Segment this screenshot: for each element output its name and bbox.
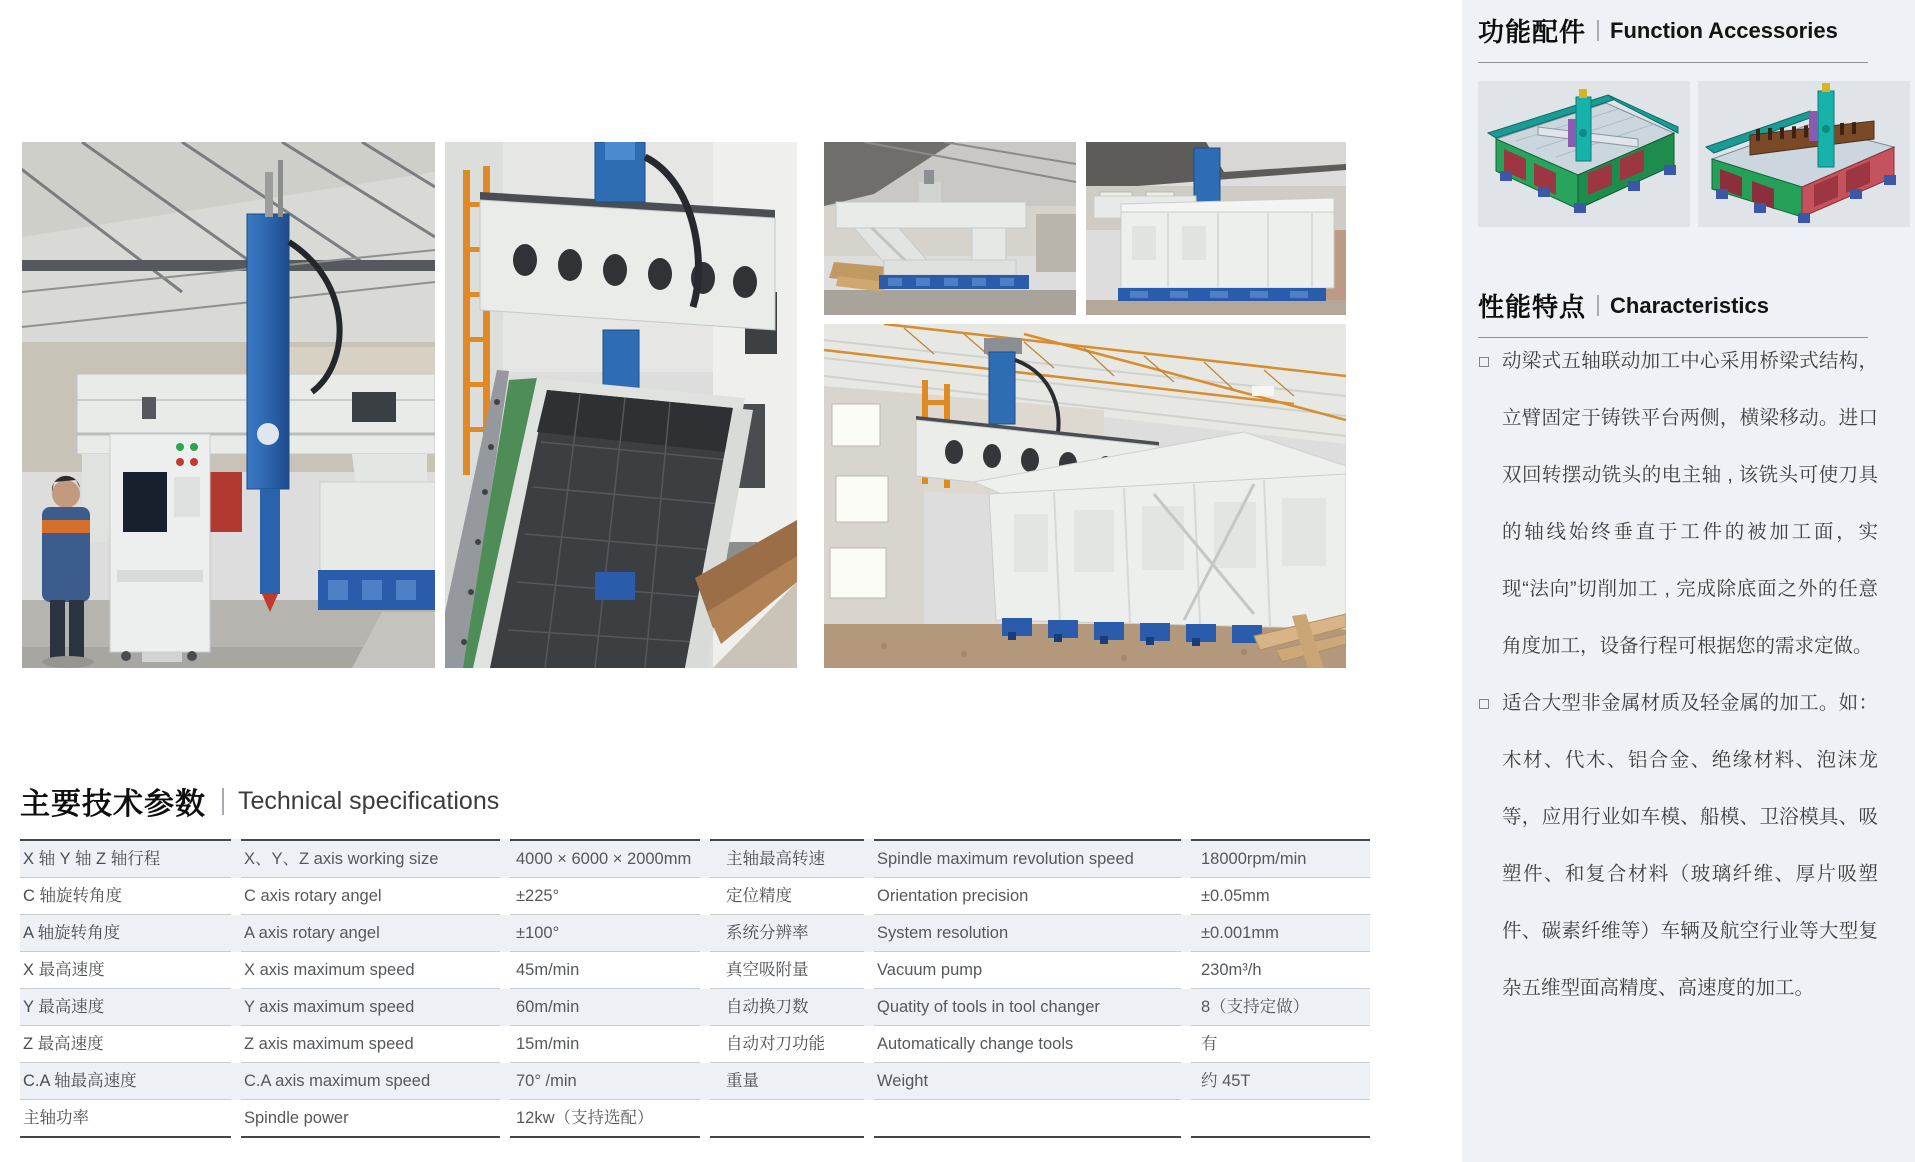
spec-label-en: Vacuum pump bbox=[874, 952, 1181, 989]
spec-value: 45m/min bbox=[510, 952, 700, 989]
spec-label-en: Orientation precision bbox=[874, 878, 1181, 915]
function-accessories-title-en: Function Accessories bbox=[1610, 17, 1838, 43]
function-accessories-heading bbox=[1478, 12, 1868, 63]
technical-specs-title-en: Technical specifications bbox=[238, 786, 500, 815]
spec-value: 8（支持定做） bbox=[1191, 989, 1370, 1026]
spec-label-en: C axis rotary angel bbox=[241, 878, 500, 915]
accessory-images bbox=[1478, 81, 1910, 227]
characteristics-bullets bbox=[1478, 333, 1878, 1017]
bullet-text: 适合大型非金属材质及轻金属的加工。如：木材、代木、铝合金、绝缘材料、泡沫龙等，应用行业如车模、船模、卫浴模具、吸塑件、和复合材料（玻璃纤维、厚片吸塑件、碳素纤维等）车辆及航空行业等大型复杂五维型面高精度、高速度的加工。 bbox=[1502, 692, 1878, 999]
spec-label-cn: 主轴最高转速 bbox=[710, 839, 864, 878]
characteristics-title-cn: 性能特点 bbox=[1478, 292, 1587, 322]
spec-value: 约 45T bbox=[1191, 1063, 1370, 1100]
spec-label-en: Spindle maximum revolution speed bbox=[874, 839, 1181, 878]
spec-label-cn: C.A 轴最高速度 bbox=[20, 1063, 231, 1100]
spec-value: 12kw（支持选配） bbox=[510, 1100, 700, 1138]
square-bullet-icon bbox=[1479, 699, 1489, 709]
spec-label-cn: X 最高速度 bbox=[20, 952, 231, 989]
spec-row bbox=[20, 915, 1370, 952]
spec-label-cn: 重量 bbox=[710, 1063, 864, 1100]
spec-label-en: Automatically change tools bbox=[874, 1026, 1181, 1063]
spec-label-en: Z axis maximum speed bbox=[241, 1026, 500, 1063]
sidebar bbox=[1462, 0, 1915, 1162]
heading-divider bbox=[1597, 295, 1599, 316]
spec-label-cn: A 轴旋转角度 bbox=[20, 915, 231, 952]
spec-row bbox=[20, 878, 1370, 915]
spec-label-cn: 自动换刀数 bbox=[710, 989, 864, 1026]
cad-render-machine-front bbox=[1478, 81, 1690, 227]
spec-label-en: Y axis maximum speed bbox=[241, 989, 500, 1026]
spec-value: 230m³/h bbox=[1191, 952, 1370, 989]
spec-row bbox=[20, 989, 1370, 1026]
spec-label-cn: X 轴 Y 轴 Z 轴行程 bbox=[20, 839, 231, 878]
spec-value: 15m/min bbox=[510, 1026, 700, 1063]
spec-label-en: A axis rotary angel bbox=[241, 915, 500, 952]
title-divider bbox=[222, 788, 224, 815]
spec-label-en: X axis maximum speed bbox=[241, 952, 500, 989]
spec-value: 4000 × 6000 × 2000mm bbox=[510, 839, 700, 878]
photo-machine-enclosure-side bbox=[1086, 142, 1346, 315]
spec-row bbox=[20, 1063, 1370, 1100]
spec-label-cn: 真空吸附量 bbox=[710, 952, 864, 989]
characteristics-bullet bbox=[1478, 333, 1878, 675]
spec-row bbox=[20, 1026, 1370, 1063]
spec-label-cn: 定位精度 bbox=[710, 878, 864, 915]
spec-label-cn: C 轴旋转角度 bbox=[20, 878, 231, 915]
spec-value: 有 bbox=[1191, 1026, 1370, 1063]
spec-label-cn: 自动对刀功能 bbox=[710, 1026, 864, 1063]
square-bullet-icon bbox=[1479, 357, 1489, 367]
technical-specs-title-cn: 主要技术参数 bbox=[20, 788, 206, 821]
spec-value: ±0.001mm bbox=[1191, 915, 1370, 952]
photo-machine-table-view bbox=[445, 142, 797, 668]
characteristics-heading bbox=[1478, 287, 1868, 338]
heading-divider bbox=[1597, 20, 1599, 41]
spec-row bbox=[20, 839, 1370, 878]
photo-gantry-in-workshop bbox=[824, 142, 1076, 315]
function-accessories-title-cn: 功能配件 bbox=[1478, 17, 1587, 47]
spec-label-en: Quatity of tools in tool changer bbox=[874, 989, 1181, 1026]
photo-large-enclosure-workshop bbox=[824, 324, 1346, 668]
characteristics-bullet bbox=[1478, 675, 1878, 1017]
spec-label-en: Weight bbox=[874, 1063, 1181, 1100]
spec-label-en: C.A axis maximum speed bbox=[241, 1063, 500, 1100]
photo-machine-with-operator bbox=[22, 142, 435, 668]
spec-label-en: Spindle power bbox=[241, 1100, 500, 1138]
spec-label-en: System resolution bbox=[874, 915, 1181, 952]
technical-specs-title bbox=[20, 779, 499, 823]
spec-value: 70° /min bbox=[510, 1063, 700, 1100]
spec-row bbox=[20, 952, 1370, 989]
technical-specs-table bbox=[20, 839, 1370, 1138]
spec-label-cn: Z 最高速度 bbox=[20, 1026, 231, 1063]
spec-label-en: X、Y、Z axis working size bbox=[241, 839, 500, 878]
spec-value: ±225° bbox=[510, 878, 700, 915]
spec-label-cn: Y 最高速度 bbox=[20, 989, 231, 1026]
spec-value: 60m/min bbox=[510, 989, 700, 1026]
spec-label-cn: 系统分辨率 bbox=[710, 915, 864, 952]
spec-row bbox=[20, 1100, 1370, 1138]
spec-value: ±100° bbox=[510, 915, 700, 952]
spec-value bbox=[1191, 1100, 1370, 1138]
characteristics-title-en: Characteristics bbox=[1610, 292, 1769, 318]
spec-label-en bbox=[874, 1100, 1181, 1138]
spec-label-cn: 主轴功率 bbox=[20, 1100, 231, 1138]
spec-label-cn bbox=[710, 1100, 864, 1138]
cad-render-machine-rear bbox=[1698, 81, 1910, 227]
spec-value: 18000rpm/min bbox=[1191, 839, 1370, 878]
spec-value: ±0.05mm bbox=[1191, 878, 1370, 915]
bullet-text: 动梁式五轴联动加工中心采用桥梁式结构，立臂固定于铸铁平台两侧，横梁移动。进口双回转摆动铣头的电主轴 , 该铣头可使刀具的轴线始终垂直于工件的被加工面，实现“法向”切削加工 , 完成除底面之外的任意角度加工，设备行程可根据您的需求定做。 bbox=[1502, 350, 1878, 657]
